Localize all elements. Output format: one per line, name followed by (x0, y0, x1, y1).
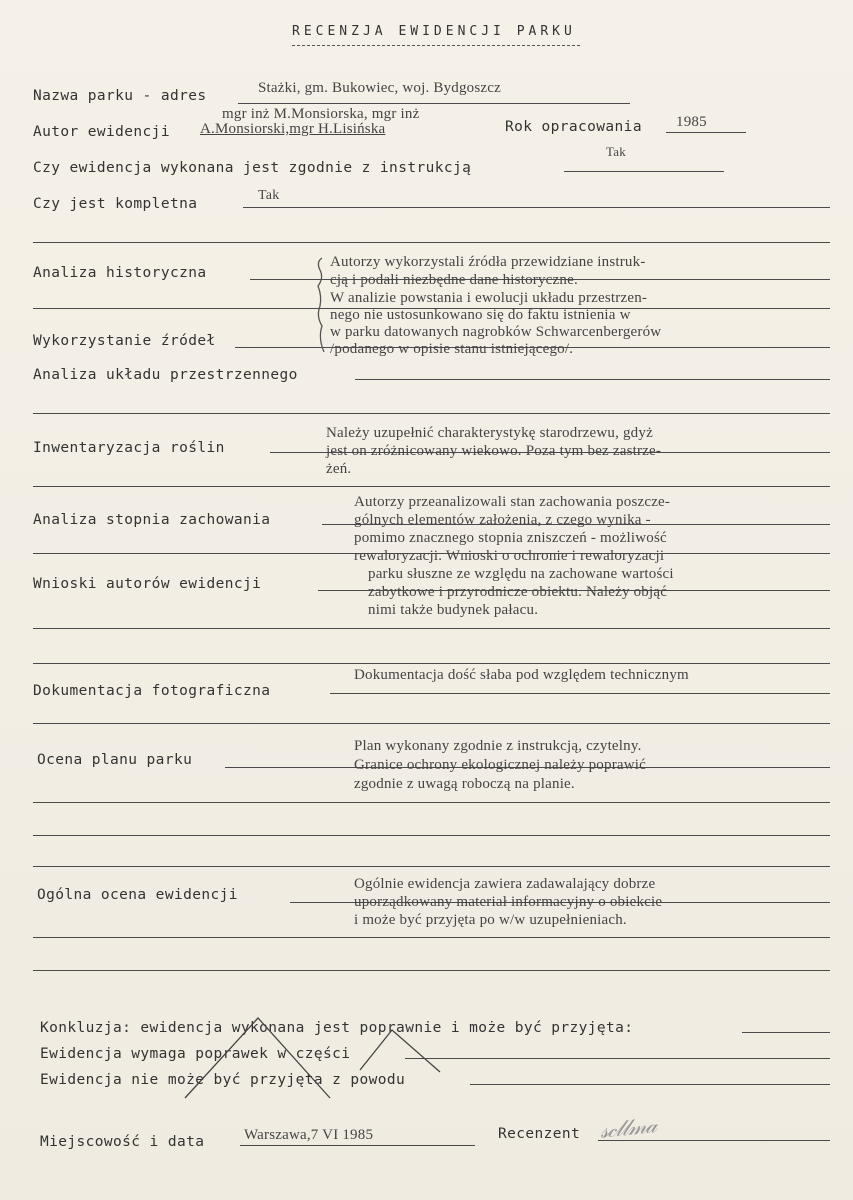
preservation-text-line-2: gólnych elementów założenia, z czego wynika - (354, 512, 651, 528)
historical-text-line-5: w parku datowanych nagrobków Schwarcenbergerów (330, 324, 662, 340)
form-title: RECENZJA EWIDENCJI PARKU (292, 24, 576, 39)
year-label: Rok opracowania (505, 119, 642, 135)
plant-inventory-label: Inwentaryzacja roślin (33, 440, 225, 456)
reviewer-signature: 𝓈𝒸𝓁𝓁𝓂𝒶 (598, 1113, 658, 1144)
preservation-text-line-4: rewaloryzacji. Wnioski o ochronie i rewaloryzacji (354, 548, 665, 564)
photo-documentation-label: Dokumentacja fotograficzna (33, 683, 271, 699)
inventory-text-line-1: Należy uzupełnić charakterystykę starodrzewu, gdyż (326, 425, 653, 441)
sources-usage-label: Wykorzystanie źródeł (33, 333, 216, 349)
conclusions-label: Wnioski autorów ewidencji (33, 576, 262, 592)
preservation-text-line-3: pomimo znacznego stopnia zniszczeń - możliwość (354, 530, 667, 546)
preservation-text-line-6: zabytkowe i przyrodnicze obiektu. Należy objąć (368, 584, 668, 600)
overall-assessment-label: Ogólna ocena ewidencji (37, 887, 238, 903)
reviewer-label: Recenzent (498, 1126, 581, 1142)
conclusion-line-3: Ewidencja nie może być przyjęta z powodu (40, 1072, 406, 1088)
place-date-value: Warszawa,7 VI 1985 (244, 1127, 374, 1143)
author-label: Autor ewidencji (33, 124, 170, 140)
conclusion-line-2: Ewidencja wymaga poprawek w części (40, 1046, 351, 1062)
spatial-analysis-label: Analiza układu przestrzennego (33, 367, 298, 383)
photo-documentation-value: Dokumentacja dość słaba pod względem technicznym (354, 667, 689, 683)
year-value: 1985 (676, 114, 707, 130)
check-mark (185, 1018, 440, 1098)
inventory-text-line-3: żeń. (326, 461, 352, 477)
compliance-label: Czy ewidencja wykonana jest zgodnie z instrukcją (33, 160, 472, 176)
conclusion-line-1: Konkluzja: ewidencja wykonana jest poprawnie i może być przyjęta: (40, 1020, 634, 1036)
historical-text-line-3: W analizie powstania i ewolucji układu przestrzen- (330, 290, 648, 306)
preservation-text-line-7: nimi także budynek pałacu. (368, 602, 539, 618)
plan-text-line-2: Granice ochrony ekologicznej należy poprawić (354, 757, 647, 773)
overall-text-line-3: i może być przyjęta po w/w uzupełnieniach. (354, 912, 627, 928)
compliance-value: Tak (606, 144, 626, 159)
preservation-analysis-label: Analiza stopnia zachowania (33, 512, 271, 528)
historical-analysis-label: Analiza historyczna (33, 265, 207, 281)
preservation-text-line-1: Autorzy przeanalizowali stan zachowania poszcze- (354, 494, 671, 510)
historical-text-line-2: cją i podali niezbędne dane historyczne. (330, 272, 578, 288)
historical-text-line-1: Autorzy wykorzystali źródła przewidziane instruk- (330, 254, 646, 270)
plan-text-line-3: zgodnie z uwagą roboczą na planie. (354, 776, 575, 792)
bracket-mark (318, 258, 324, 352)
plan-text-line-1: Plan wykonany zgodnie z instrukcją, czytelny. (354, 738, 642, 754)
author-value-line1: mgr inż M.Monsiorska, mgr inż (222, 106, 420, 122)
park-plan-label: Ocena planu parku (37, 752, 193, 768)
complete-value: Tak (258, 188, 280, 203)
preservation-text-line-5: parku słuszne ze względu na zachowane wartości (368, 566, 674, 582)
overall-text-line-2: uporządkowany materiał informacyjny o obiekcie (354, 894, 663, 910)
overall-text-line-1: Ogólnie ewidencja zawiera zadawalający dobrze (354, 876, 656, 892)
park-name-value: Stażki, gm. Bukowiec, woj. Bydgoszcz (258, 80, 501, 96)
park-name-label: Nazwa parku - adres (33, 88, 207, 104)
place-date-label: Miejscowość i data (40, 1134, 205, 1150)
complete-label: Czy jest kompletna (33, 196, 198, 212)
inventory-text-line-2: jest on zróżnicowany wiekowo. Poza tym bez zastrze- (326, 443, 662, 459)
historical-text-line-4: nego nie ustosunkowano się do faktu istnienia w (330, 307, 631, 323)
author-value-line2: A.Monsiorski,mgr H.Lisińska (200, 121, 386, 137)
historical-text-line-6: /podanego w opisie stanu istniejącego/. (330, 341, 574, 357)
